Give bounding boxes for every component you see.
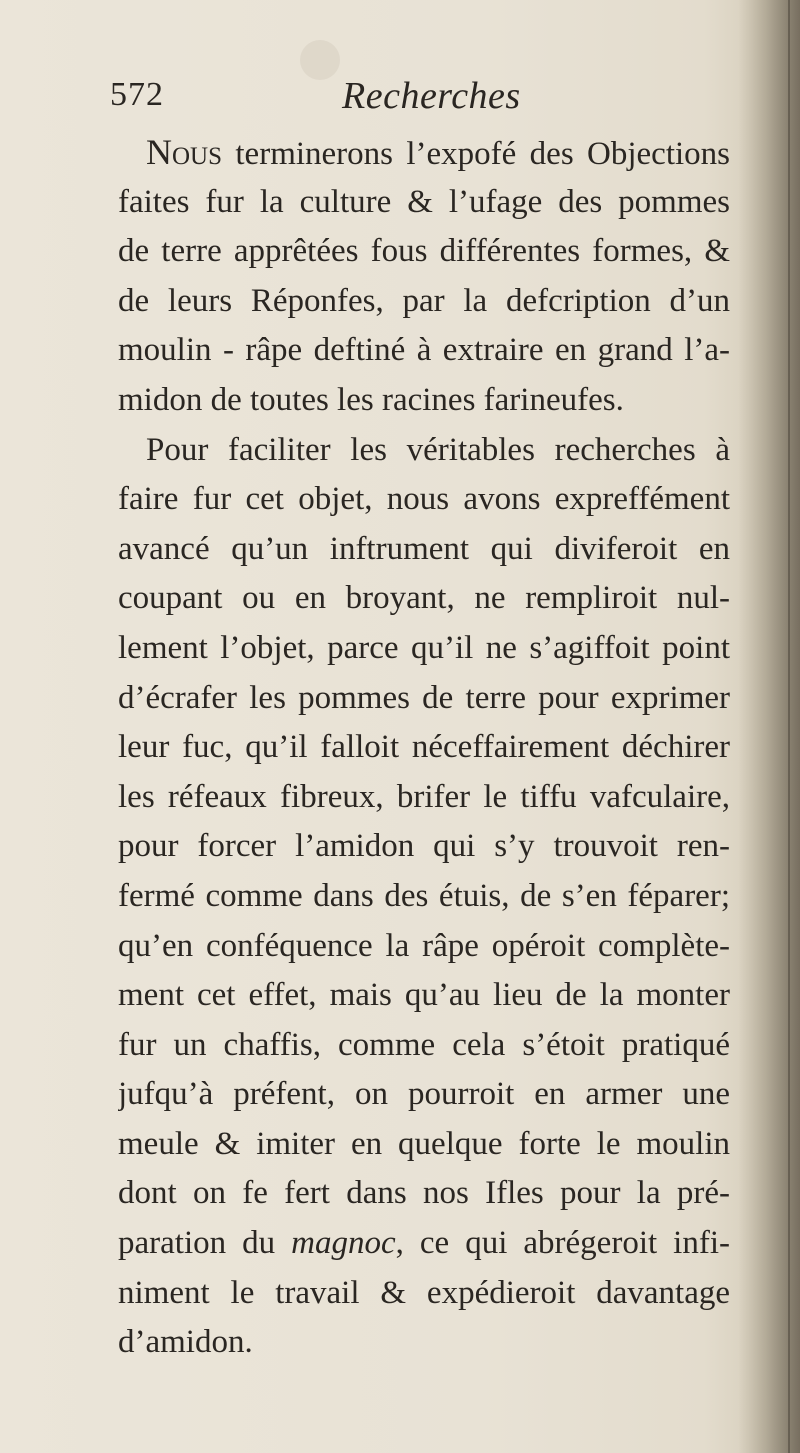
text-line: lement l’objet, parce qu’il ne s’agiffoit point [118, 629, 730, 666]
text-line: leur fuc, qu’il falloit néceffairement déchirer [118, 729, 730, 766]
text-line: meule & imiter en quelque forte le moulin [118, 1125, 730, 1162]
running-title: Recherches [342, 75, 521, 117]
text-line: paration du magnoc, ce qui abrégeroit infi- [118, 1225, 730, 1262]
page-gutter-shadow [738, 0, 800, 1453]
italic-word: magnoc [291, 1225, 396, 1262]
text-line: faire fur cet objet, nous avons expreffément [118, 481, 730, 518]
paragraph-initial-word: Nous [146, 132, 223, 172]
text-line: dont on fe fert dans nos Ifles pour la pré- [118, 1175, 730, 1212]
text-line: les réfeaux fibreux, brifer le tiffu vafculaire, [118, 778, 730, 815]
text-line: Nous terminerons l’expofé des Objections [146, 132, 730, 172]
text-line: fur un chaffis, comme cela s’étoit pratiqué [118, 1026, 730, 1063]
text-line: de terre apprêtées fous différentes formes, & [118, 233, 730, 270]
text-line: de leurs Réponfes, par la defcription d’un [118, 282, 730, 319]
body-text [118, 128, 730, 1368]
text-line: moulin - râpe deftiné à extraire en grand l’a- [118, 332, 730, 369]
page-edge [788, 0, 790, 1453]
text-line: qu’en conféquence la râpe opéroit complète- [118, 927, 730, 964]
page-number: 572 [110, 76, 164, 113]
text-line: Pour faciliter les véritables recherches à [146, 431, 730, 468]
text-line: niment le travail & expédieroit davantage [118, 1274, 730, 1311]
page-header [110, 62, 730, 122]
text-line: midon de toutes les racines farineufes. [118, 381, 624, 418]
text-line: d’amidon. [118, 1324, 253, 1361]
text-line: ment cet effet, mais qu’au lieu de la monter [118, 977, 730, 1014]
text-line: d’écrafer les pommes de terre pour exprimer [118, 679, 730, 716]
text-line: faites fur la culture & l’ufage des pommes [118, 183, 730, 220]
text-line: pour forcer l’amidon qui s’y trouvoit ren- [118, 828, 730, 865]
text-line: fermé comme dans des étuis, de s’en féparer; [118, 877, 730, 914]
text-line: avancé qu’un inftrument qui diviferoit en [118, 530, 730, 567]
text-line: coupant ou en broyant, ne rempliroit nul- [118, 580, 730, 617]
text-line: jufqu’à préfent, on pourroit en armer une [118, 1076, 730, 1113]
